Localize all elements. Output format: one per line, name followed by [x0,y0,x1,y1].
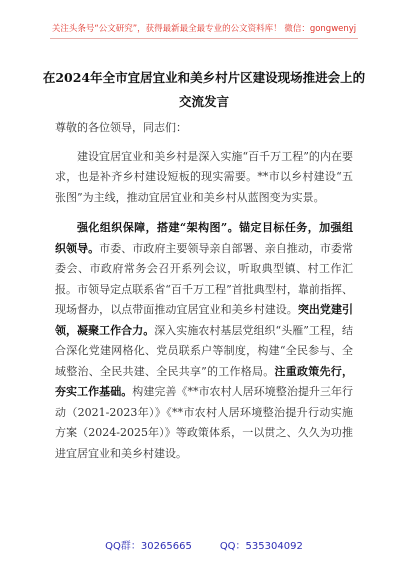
promo-header: 关注头条号“公文研究”，获得最新最全最专业的公文资料库！ 微信：gongwenyj [51,24,357,34]
footer-qq: QQ：535304092 [219,541,303,552]
header-divider [50,38,358,39]
footer-qq-group: QQ群：30265665 [105,541,192,552]
paragraph-lead: 强化组织保障，搭建“架构图”。锚定目标任务，加强组织领导。 [55,221,353,255]
paragraph-text-2: 深入实施农村基层党组织“头雁”工程，结合深化党建网格化、党员联系户等制度，构建“全民参与、全域整治、全民共建、全民共享”的工作格局。 [55,323,353,378]
paragraph-lead-2: 突出党建引领，凝聚工作合力。 [55,303,354,337]
paragraph-organization [55,218,353,464]
salutation: 尊敬的各位领导，同志们： [55,121,187,134]
paragraph-intro: 建设宜居宜业和美乡村是深入实施“百千万工程”的内在要求，也是补齐乡村建设短板的现实需要。**市以乡村建设“五张图”为主线，推动宜居宜业和美乡村从蓝图变为实景。 [55,149,353,204]
paragraph-lead-3: 注重政策先行，夯实工作基础。 [55,364,354,398]
footer-contacts [0,537,408,552]
paragraph-text-3: 构建完善《**市农村人居环境整治提升三年行动（2021-2023年）》《**市农村人居环境整治提升行动实施方案（2024-2025年）》等政策体系，一以贯之、久久为功推进宜居宜业和美乡村建设。 [55,385,354,460]
paragraph-text: 市委、市政府主要领导亲自部署、亲自推动，市委常委会、市政府常务会召开系列会议，听取典型镇、村工作汇报。市领导定点联系省“百千万工程”首批典型村，靠前指挥、现场督办，以点带面推动宜居宜业和美乡村建设。 [55,241,354,316]
document-title: 在2024年全市宜居宜业和美乡村片区建设现场推进会上的交流发言 [42,70,366,109]
document-body [55,118,353,474]
